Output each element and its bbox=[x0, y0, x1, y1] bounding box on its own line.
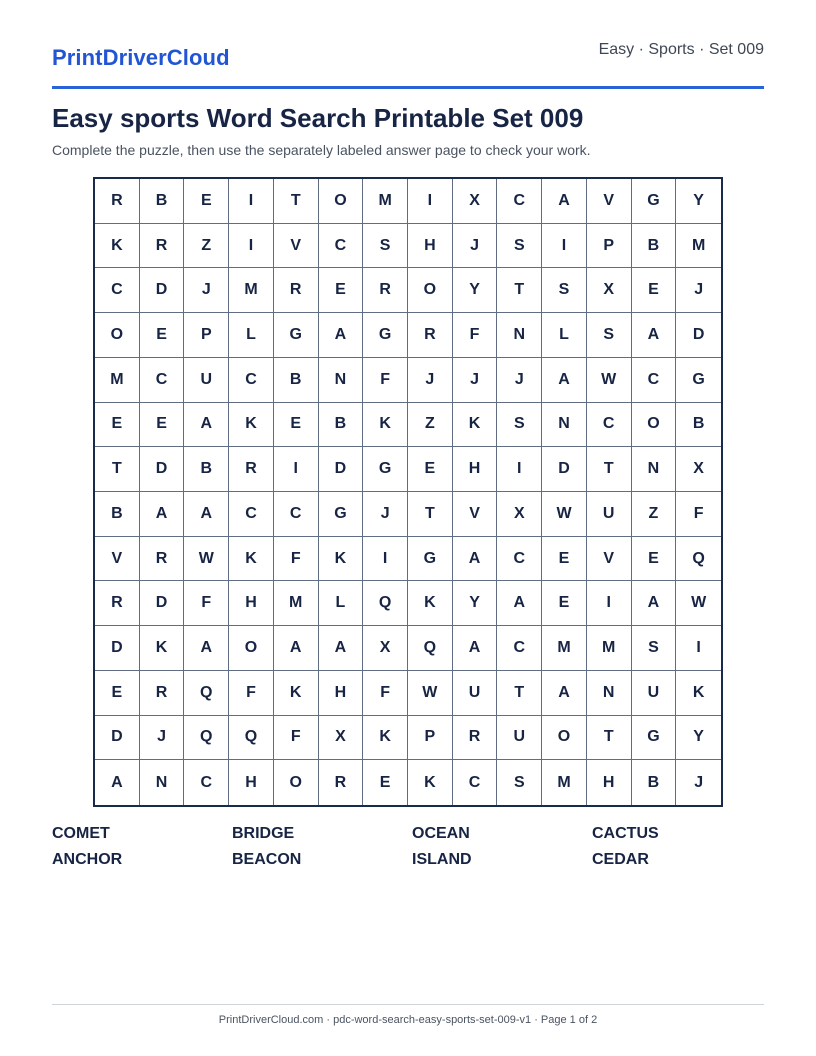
grid-cell: D bbox=[95, 626, 140, 671]
grid-cell: A bbox=[632, 313, 677, 358]
grid-cell: V bbox=[453, 492, 498, 537]
grid-cell: O bbox=[274, 760, 319, 805]
grid-cell: S bbox=[542, 268, 587, 313]
grid-cell: A bbox=[453, 626, 498, 671]
grid-cell: T bbox=[408, 492, 453, 537]
page-title: Easy sports Word Search Printable Set 009 bbox=[52, 103, 584, 133]
grid-cell: G bbox=[676, 358, 721, 403]
grid-cell: V bbox=[95, 537, 140, 582]
grid-cell: J bbox=[497, 358, 542, 403]
grid-cell: K bbox=[408, 760, 453, 805]
grid-cell: B bbox=[95, 492, 140, 537]
grid-cell: S bbox=[632, 626, 677, 671]
grid-cell: I bbox=[274, 447, 319, 492]
grid-cell: I bbox=[497, 447, 542, 492]
grid-cell: Q bbox=[229, 716, 274, 761]
grid-cell: I bbox=[408, 179, 453, 224]
grid-cell: G bbox=[363, 447, 408, 492]
word-list-item: CEDAR bbox=[592, 851, 649, 868]
grid-cell: A bbox=[319, 313, 364, 358]
grid-cell: Q bbox=[184, 716, 229, 761]
breadcrumb: Easy · Sports · Set 009 bbox=[598, 41, 764, 58]
grid-cell: C bbox=[497, 179, 542, 224]
grid-cell: D bbox=[319, 447, 364, 492]
grid-cell: Q bbox=[676, 537, 721, 582]
grid-cell: M bbox=[274, 581, 319, 626]
grid-cell: W bbox=[676, 581, 721, 626]
grid-cell: A bbox=[542, 671, 587, 716]
grid-cell: K bbox=[140, 626, 185, 671]
grid-cell: C bbox=[95, 268, 140, 313]
grid-cell: R bbox=[95, 581, 140, 626]
grid-cell: N bbox=[497, 313, 542, 358]
grid-cell: K bbox=[363, 716, 408, 761]
grid-cell: C bbox=[587, 403, 632, 448]
grid-cell: Z bbox=[632, 492, 677, 537]
grid-cell: O bbox=[229, 626, 274, 671]
grid-cell: W bbox=[184, 537, 229, 582]
grid-cell: C bbox=[319, 224, 364, 269]
grid-cell: D bbox=[676, 313, 721, 358]
grid-cell: F bbox=[363, 671, 408, 716]
grid-cell: T bbox=[497, 671, 542, 716]
grid-cell: L bbox=[319, 581, 364, 626]
word-list-item: COMET bbox=[52, 825, 110, 842]
grid-cell: V bbox=[274, 224, 319, 269]
grid-cell: U bbox=[497, 716, 542, 761]
grid-cell: D bbox=[140, 447, 185, 492]
grid-cell: A bbox=[632, 581, 677, 626]
grid-cell: C bbox=[497, 537, 542, 582]
grid-cell: U bbox=[587, 492, 632, 537]
page-footer: PrintDriverCloud.com · pdc-word-search-easy-sports-set-009-v1 · Page 1 of 2 bbox=[218, 1014, 598, 1026]
grid-cell: K bbox=[676, 671, 721, 716]
grid-cell: E bbox=[140, 403, 185, 448]
grid-cell: B bbox=[632, 224, 677, 269]
grid-cell: M bbox=[542, 760, 587, 805]
grid-cell: A bbox=[497, 581, 542, 626]
grid-cell: S bbox=[497, 224, 542, 269]
grid-cell: G bbox=[408, 537, 453, 582]
grid-cell: F bbox=[363, 358, 408, 403]
grid-cell: N bbox=[140, 760, 185, 805]
grid-cell: B bbox=[184, 447, 229, 492]
grid-cell: E bbox=[632, 537, 677, 582]
grid-cell: A bbox=[140, 492, 185, 537]
word-search-grid bbox=[93, 177, 723, 807]
grid-cell: X bbox=[497, 492, 542, 537]
grid-cell: R bbox=[229, 447, 274, 492]
grid-cell: E bbox=[363, 760, 408, 805]
grid-cell: E bbox=[542, 581, 587, 626]
grid-cell: T bbox=[274, 179, 319, 224]
grid-cell: L bbox=[542, 313, 587, 358]
grid-cell: F bbox=[676, 492, 721, 537]
grid-cell: Q bbox=[363, 581, 408, 626]
grid-cell: Q bbox=[184, 671, 229, 716]
grid-cell: E bbox=[184, 179, 229, 224]
grid-cell: J bbox=[453, 358, 498, 403]
grid-cell: N bbox=[587, 671, 632, 716]
grid-cell: I bbox=[676, 626, 721, 671]
grid-cell: C bbox=[229, 358, 274, 403]
grid-cell: T bbox=[497, 268, 542, 313]
word-list-item: OCEAN bbox=[412, 825, 470, 842]
grid-cell: H bbox=[229, 760, 274, 805]
grid-cell: D bbox=[140, 581, 185, 626]
grid-cell: E bbox=[140, 313, 185, 358]
grid-cell: Z bbox=[184, 224, 229, 269]
grid-cell: L bbox=[229, 313, 274, 358]
grid-cell: U bbox=[453, 671, 498, 716]
grid-cell: K bbox=[229, 403, 274, 448]
grid-cell: O bbox=[542, 716, 587, 761]
grid-cell: E bbox=[408, 447, 453, 492]
grid-cell: N bbox=[542, 403, 587, 448]
grid-cell: T bbox=[587, 716, 632, 761]
grid-cell: T bbox=[95, 447, 140, 492]
grid-cell: W bbox=[542, 492, 587, 537]
grid-cell: A bbox=[184, 492, 229, 537]
grid-cell: M bbox=[363, 179, 408, 224]
grid-cell: J bbox=[408, 358, 453, 403]
grid-cell: E bbox=[95, 403, 140, 448]
page-subtitle: Complete the puzzle, then use the separately labeled answer page to check your work. bbox=[52, 142, 591, 158]
grid-cell: F bbox=[274, 537, 319, 582]
word-list-item: ISLAND bbox=[412, 851, 472, 868]
grid-cell: S bbox=[363, 224, 408, 269]
grid-cell: M bbox=[542, 626, 587, 671]
grid-cell: H bbox=[587, 760, 632, 805]
grid-cell: P bbox=[408, 716, 453, 761]
grid-cell: S bbox=[497, 403, 542, 448]
word-list-item: BRIDGE bbox=[232, 825, 295, 842]
grid-cell: I bbox=[229, 224, 274, 269]
brand-logo[interactable]: PrintDriverCloud bbox=[52, 45, 230, 70]
grid-cell: P bbox=[184, 313, 229, 358]
grid-cell: R bbox=[363, 268, 408, 313]
grid-cell: S bbox=[587, 313, 632, 358]
grid-cell: A bbox=[542, 358, 587, 403]
grid-cell: M bbox=[95, 358, 140, 403]
grid-cell: C bbox=[140, 358, 185, 403]
grid-cell: R bbox=[95, 179, 140, 224]
grid-cell: A bbox=[184, 403, 229, 448]
grid-cell: M bbox=[587, 626, 632, 671]
grid-cell: M bbox=[676, 224, 721, 269]
grid-cell: H bbox=[319, 671, 364, 716]
grid-cell: H bbox=[229, 581, 274, 626]
grid-cell: R bbox=[140, 671, 185, 716]
grid-cell: A bbox=[95, 760, 140, 805]
grid-cell: W bbox=[587, 358, 632, 403]
grid-cell: I bbox=[542, 224, 587, 269]
word-list-item: BEACON bbox=[232, 851, 302, 868]
grid-cell: K bbox=[274, 671, 319, 716]
grid-cell: J bbox=[453, 224, 498, 269]
grid-cell: B bbox=[319, 403, 364, 448]
grid-cell: Z bbox=[408, 403, 453, 448]
grid-cell: J bbox=[694, 773, 704, 791]
grid-cell: G bbox=[274, 313, 319, 358]
grid-cell: Y bbox=[676, 179, 721, 224]
grid-cell: E bbox=[95, 671, 140, 716]
grid-cell: Y bbox=[676, 716, 721, 761]
grid-cell: C bbox=[497, 626, 542, 671]
grid-cell: F bbox=[274, 716, 319, 761]
grid-cell: A bbox=[184, 626, 229, 671]
grid-cell: X bbox=[453, 179, 498, 224]
grid-cell: C bbox=[229, 492, 274, 537]
page-header bbox=[52, 38, 764, 89]
grid-cell: E bbox=[319, 268, 364, 313]
grid-cell: U bbox=[184, 358, 229, 403]
grid-cell: X bbox=[676, 447, 721, 492]
grid-cell: C bbox=[274, 492, 319, 537]
grid-cell: E bbox=[632, 268, 677, 313]
grid-cell: X bbox=[587, 268, 632, 313]
word-list-item: ANCHOR bbox=[52, 851, 123, 868]
grid-cell: K bbox=[319, 537, 364, 582]
footer-divider bbox=[52, 1004, 764, 1005]
grid-cell: G bbox=[319, 492, 364, 537]
grid-cell: R bbox=[274, 268, 319, 313]
grid-cell: I bbox=[587, 581, 632, 626]
grid-cell: A bbox=[319, 626, 364, 671]
grid-cell: E bbox=[542, 537, 587, 582]
grid-cell: B bbox=[632, 760, 677, 805]
grid-cell: K bbox=[363, 403, 408, 448]
grid-cell: J bbox=[140, 716, 185, 761]
grid-cell: K bbox=[408, 581, 453, 626]
grid-cell: R bbox=[140, 537, 185, 582]
grid-cell: K bbox=[95, 224, 140, 269]
grid-cell: A bbox=[274, 626, 319, 671]
grid-cell: T bbox=[587, 447, 632, 492]
grid-cell: N bbox=[632, 447, 677, 492]
grid-cell: B bbox=[140, 179, 185, 224]
grid-cell: B bbox=[274, 358, 319, 403]
grid-cell: G bbox=[363, 313, 408, 358]
grid-cell: D bbox=[95, 716, 140, 761]
word-list-item: CACTUS bbox=[592, 825, 659, 842]
grid-cell: V bbox=[587, 537, 632, 582]
grid-cell: O bbox=[632, 403, 677, 448]
grid-cell: K bbox=[453, 403, 498, 448]
grid-cell: J bbox=[363, 492, 408, 537]
grid-cell: R bbox=[408, 313, 453, 358]
grid-cell: G bbox=[632, 179, 677, 224]
grid-cell: M bbox=[229, 268, 274, 313]
grid-cell: Y bbox=[453, 581, 498, 626]
grid-cell: F bbox=[453, 313, 498, 358]
grid-cell: H bbox=[453, 447, 498, 492]
grid-cell: E bbox=[274, 403, 319, 448]
grid-cell: O bbox=[408, 268, 453, 313]
grid-cell: F bbox=[229, 671, 274, 716]
grid-cell: V bbox=[587, 179, 632, 224]
grid-cell: F bbox=[184, 581, 229, 626]
grid-cell: B bbox=[676, 403, 721, 448]
grid-cell: G bbox=[632, 716, 677, 761]
grid-cell: U bbox=[632, 671, 677, 716]
grid-cell: I bbox=[363, 537, 408, 582]
word-list bbox=[52, 825, 772, 869]
grid-cell: O bbox=[319, 179, 364, 224]
grid-cell: D bbox=[140, 268, 185, 313]
grid-cell: C bbox=[453, 760, 498, 805]
grid-cell: R bbox=[453, 716, 498, 761]
grid-cell: H bbox=[408, 224, 453, 269]
grid-cell: X bbox=[363, 626, 408, 671]
grid-cell: R bbox=[319, 760, 364, 805]
grid-cell: P bbox=[587, 224, 632, 269]
grid-cell: K bbox=[229, 537, 274, 582]
grid-cell: A bbox=[542, 179, 587, 224]
grid-cell: Y bbox=[453, 268, 498, 313]
grid-cell: W bbox=[408, 671, 453, 716]
grid-cell: O bbox=[95, 313, 140, 358]
grid-cell: R bbox=[140, 224, 185, 269]
grid-cell: N bbox=[319, 358, 364, 403]
grid-cell: J bbox=[184, 268, 229, 313]
grid-cell: S bbox=[497, 760, 542, 805]
grid-cell: Q bbox=[408, 626, 453, 671]
grid-cell: A bbox=[453, 537, 498, 582]
grid-cell: X bbox=[319, 716, 364, 761]
grid-cell: J bbox=[676, 268, 721, 313]
grid-cell: C bbox=[632, 358, 677, 403]
grid-cell: D bbox=[542, 447, 587, 492]
grid-cell: C bbox=[184, 760, 229, 805]
grid-cell: I bbox=[229, 179, 274, 224]
